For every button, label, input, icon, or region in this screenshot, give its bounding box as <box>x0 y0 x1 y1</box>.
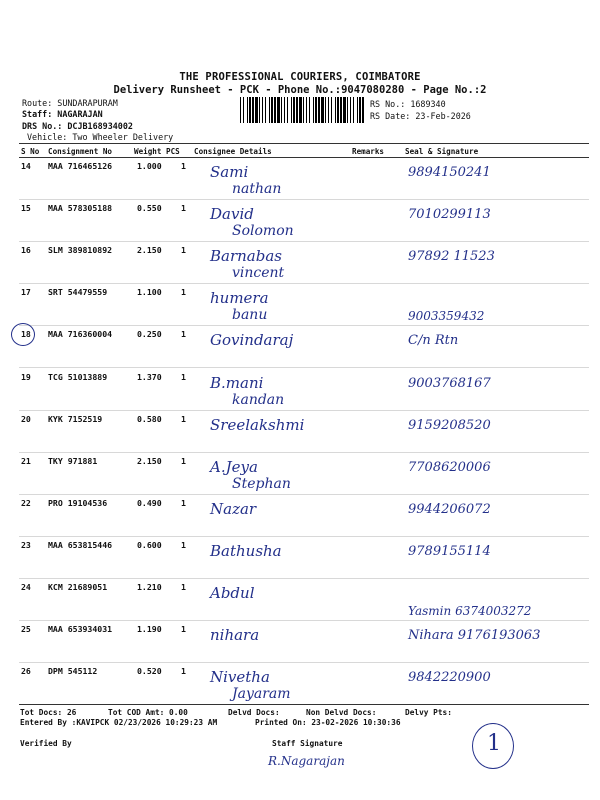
delvd-docs: Delvd Docs: <box>228 708 280 717</box>
row-sno: 16 <box>21 245 31 255</box>
row-consignee-name-line1: Abdul <box>210 584 255 602</box>
row-sno: 23 <box>21 540 31 550</box>
row-pcs: 1 <box>181 582 186 592</box>
barcode-bar <box>243 97 244 123</box>
footer-rule <box>19 704 589 705</box>
drs-label: DRS No.: DCJB168934002 <box>22 121 133 131</box>
row-seal-signature-line2: Yasmin 6374003272 <box>408 604 532 618</box>
row-pcs: 1 <box>181 372 186 382</box>
row-divider <box>19 536 589 537</box>
row-consignment-no: PRO 19104536 <box>48 498 108 508</box>
barcode-bar <box>271 97 273 123</box>
row-consignee-name-line1: A.Jeya <box>210 458 258 476</box>
row-weight: 2.150 <box>137 245 162 255</box>
row-consignee-name-line1: Sami <box>210 163 249 181</box>
staff-label: Staff: NAGARAJAN <box>22 109 103 119</box>
row-seal-signature-line1: 97892 11523 <box>408 249 495 264</box>
barcode-bar <box>249 97 251 123</box>
barcode-bar <box>291 97 292 123</box>
barcode-bar <box>353 97 354 123</box>
row-consignee-name-line2: nathan <box>232 181 282 197</box>
circled-mark-number: 1 <box>487 731 501 756</box>
row-divider <box>19 283 589 284</box>
row-consignee-name-line1: Sreelakshmi <box>210 416 305 434</box>
barcode-bar <box>255 97 258 123</box>
barcode-bar <box>303 97 304 123</box>
barcode-bar <box>331 97 332 123</box>
row-pcs: 1 <box>181 245 186 255</box>
row-consignment-no: TKY 971881 <box>48 456 98 466</box>
row-divider <box>19 452 589 453</box>
row-pcs: 1 <box>181 203 186 213</box>
row-divider <box>19 199 589 200</box>
barcode-bar <box>293 97 295 123</box>
barcode-bar <box>281 97 282 123</box>
row-consignee-name-line2: Stephan <box>232 476 291 492</box>
row-seal-signature-line1: 7010299113 <box>408 207 491 222</box>
barcode-bar <box>240 97 241 123</box>
row-weight: 0.490 <box>137 498 162 508</box>
row-divider <box>19 494 589 495</box>
col-sno: S No <box>21 147 40 156</box>
rs-date-label: RS Date: 23-Feb-2026 <box>370 111 471 121</box>
row-consignment-no: MAA 716360004 <box>48 329 113 339</box>
barcode-bar <box>252 97 254 123</box>
barcode-bar <box>362 97 364 123</box>
row-seal-signature-line1: Nihara 9176193063 <box>408 628 541 643</box>
barcode <box>240 97 365 123</box>
col-consignee: Consignee Details <box>194 147 272 156</box>
row-consignment-no: MAA 653934031 <box>48 624 113 634</box>
row-consignee-name-line2: banu <box>232 307 268 323</box>
row-pcs: 1 <box>181 456 186 466</box>
row-sno: 21 <box>21 456 31 466</box>
row-weight: 1.190 <box>137 624 162 634</box>
header-top-rule <box>19 143 589 144</box>
col-pcs: PCS <box>166 147 180 156</box>
barcode-bar <box>309 97 310 123</box>
vehicle-label: Vehicle: Two Wheeler Delivery <box>27 132 174 142</box>
entered-by: Entered By :KAVIPCK 02/23/2026 10:29:23 AM <box>20 718 218 727</box>
row-weight: 1.100 <box>137 287 162 297</box>
row-consignee-name-line1: Barnabas <box>210 247 282 265</box>
row-weight: 0.250 <box>137 329 162 339</box>
row-weight: 0.580 <box>137 414 162 424</box>
barcode-bar <box>357 97 358 123</box>
row-divider <box>19 241 589 242</box>
barcode-bar <box>274 97 276 123</box>
row-consignment-no: MAA 653815446 <box>48 540 113 550</box>
row-divider <box>19 367 589 368</box>
row-weight: 2.150 <box>137 456 162 466</box>
row-consignment-no: SRT 54479559 <box>48 287 108 297</box>
barcode-bar <box>340 97 342 123</box>
barcode-bar <box>337 97 339 123</box>
barcode-bar <box>347 97 348 123</box>
barcode-bar <box>343 97 346 123</box>
row-sno: 22 <box>21 498 31 508</box>
row-weight: 0.550 <box>137 203 162 213</box>
row-consignment-no: SLM 389810892 <box>48 245 113 255</box>
route-label: Route: SUNDARAPURAM <box>22 98 118 108</box>
barcode-bar <box>325 97 326 123</box>
row-sno: 19 <box>21 372 31 382</box>
row-sno: 18 <box>21 329 31 339</box>
row-weight: 1.210 <box>137 582 162 592</box>
row-pcs: 1 <box>181 287 186 297</box>
row-consignee-name-line1: humera <box>210 289 269 307</box>
barcode-bar <box>350 97 351 123</box>
row-seal-signature-line1: C/n Rtn <box>408 333 459 348</box>
row-consignment-no: DPM 545112 <box>48 666 98 676</box>
row-pcs: 1 <box>181 540 186 550</box>
barcode-bar <box>247 97 248 123</box>
row-seal-signature-line1: 9842220900 <box>408 670 491 685</box>
barcode-bar <box>359 97 361 123</box>
col-weight: Weight <box>134 147 162 156</box>
row-consignment-no: KYK 7152519 <box>48 414 103 424</box>
barcode-bar <box>284 97 285 123</box>
barcode-bar <box>306 97 307 123</box>
row-weight: 0.600 <box>137 540 162 550</box>
row-divider <box>19 410 589 411</box>
printed-on: Printed On: 23-02-2026 10:30:36 <box>255 718 401 727</box>
barcode-bar <box>287 97 288 123</box>
staff-signature-handwriting: R.Nagarajan <box>268 754 345 768</box>
row-seal-signature-line1: 9789155114 <box>408 544 491 559</box>
row-seal-signature-line1: 7708620006 <box>408 460 491 475</box>
row-consignee-name-line1: David <box>210 205 254 223</box>
row-weight: 1.370 <box>137 372 162 382</box>
tot-docs: Tot Docs: 26 <box>20 708 77 717</box>
row-consignee-name-line1: Nivetha <box>210 668 270 686</box>
row-seal-signature-line2: 9003359432 <box>408 309 485 323</box>
barcode-bar <box>299 97 302 123</box>
delvy-pts: Delvy Pts: <box>405 708 452 717</box>
row-divider <box>19 662 589 663</box>
row-pcs: 1 <box>181 498 186 508</box>
row-sno: 17 <box>21 287 31 297</box>
row-consignment-no: KCM 21689051 <box>48 582 108 592</box>
header-bottom-rule <box>19 157 589 158</box>
barcode-bar <box>269 97 270 123</box>
barcode-bar <box>315 97 317 123</box>
row-weight: 0.520 <box>137 666 162 676</box>
row-consignee-name-line2: vincent <box>232 265 285 281</box>
barcode-bar <box>313 97 314 123</box>
row-pcs: 1 <box>181 161 186 171</box>
col-remarks: Remarks <box>352 147 385 156</box>
barcode-bar <box>277 97 280 123</box>
row-pcs: 1 <box>181 329 186 339</box>
row-pcs: 1 <box>181 666 186 676</box>
row-divider <box>19 325 589 326</box>
row-consignee-name-line2: Solomon <box>232 223 294 239</box>
row-sno: 25 <box>21 624 31 634</box>
row-sno: 24 <box>21 582 31 592</box>
barcode-bar <box>321 97 324 123</box>
row-sno: 14 <box>21 161 31 171</box>
row-seal-signature-line1: 9944206072 <box>408 502 491 517</box>
barcode-bar <box>259 97 260 123</box>
barcode-bar <box>318 97 320 123</box>
row-divider <box>19 620 589 621</box>
row-weight: 1.000 <box>137 161 162 171</box>
barcode-bar <box>262 97 263 123</box>
tot-cod-amt: Tot COD Amt: 0.00 <box>108 708 188 717</box>
non-delvd-docs: Non Delvd Docs: <box>306 708 377 717</box>
staff-signature: Staff Signature <box>272 739 343 748</box>
barcode-bar <box>296 97 298 123</box>
row-consignment-no: MAA 716465126 <box>48 161 113 171</box>
company-title: THE PROFESSIONAL COURIERS, COIMBATORE <box>179 71 421 83</box>
barcode-bar <box>265 97 266 123</box>
row-pcs: 1 <box>181 624 186 634</box>
row-divider <box>19 578 589 579</box>
row-consignee-name-line1: Bathusha <box>210 542 282 560</box>
rs-no-label: RS No.: 1689340 <box>370 99 446 109</box>
row-consignee-name-line1: B.mani <box>210 374 264 392</box>
col-seal: Seal & Signature <box>405 147 479 156</box>
row-pcs: 1 <box>181 414 186 424</box>
row-consignee-name-line1: nihara <box>210 626 260 644</box>
verified-by: Verified By <box>20 739 72 748</box>
row-consignee-name-line1: Govindaraj <box>210 331 294 349</box>
row-seal-signature-line1: 9159208520 <box>408 418 491 433</box>
row-consignee-name-line2: Jayaram <box>232 686 291 702</box>
barcode-bar <box>335 97 336 123</box>
runsheet-subtitle: Delivery Runsheet - PCK - Phone No.:9047080280 - Page No.:2 <box>113 84 487 96</box>
row-seal-signature-line1: 9894150241 <box>408 165 491 180</box>
row-sno: 26 <box>21 666 31 676</box>
row-seal-signature-line1: 9003768167 <box>408 376 491 391</box>
col-consignment: Consignment No <box>48 147 113 156</box>
barcode-bar <box>328 97 329 123</box>
row-sno: 15 <box>21 203 31 213</box>
row-sno: 20 <box>21 414 31 424</box>
row-consignee-name-line1: Nazar <box>210 500 257 518</box>
row-consignee-name-line2: kandan <box>232 392 285 408</box>
row-consignment-no: MAA 578305188 <box>48 203 113 213</box>
row-18-circle-mark <box>11 323 35 346</box>
row-consignment-no: TCG 51013889 <box>48 372 108 382</box>
